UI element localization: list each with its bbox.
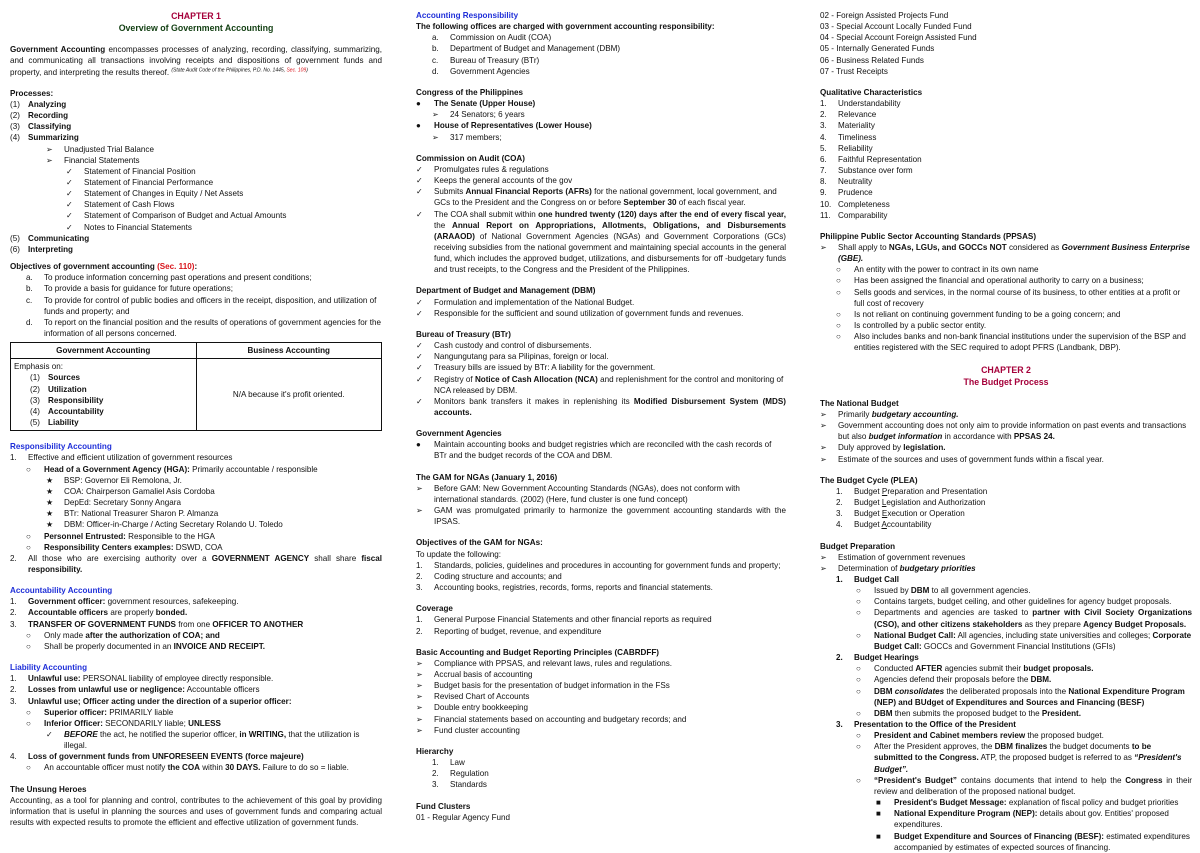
list-item: ○ Superior officer: PRIMARILY liable — [26, 707, 174, 717]
list-item: ○ After the President approves, the DBM finalizes the budget documents to be submitted to the Congress. ATP, the proposed budget is referred to as “President's Budget”. — [856, 742, 1182, 774]
list-item: 7. Substance over form — [820, 166, 913, 176]
national-budget-heading: The National Budget — [820, 398, 899, 408]
star-icon: ★ — [46, 520, 54, 530]
star-icon: ★ — [46, 486, 54, 496]
list-item: ➢ 317 members; — [432, 132, 502, 142]
list-item: ○ National Budget Call: All agencies, including state universities and colleges; Corporate Budget Call: GOCCs and Government Financial Institutions (GFIs) — [856, 630, 1192, 651]
list-item: 2. All those who are exercising authority over a GOVERNMENT AGENCY shall share fiscal responsibility. — [10, 553, 383, 574]
circle-icon: ○ — [26, 763, 31, 773]
list-item: 1. Government officer: government resources, safekeeping. — [10, 597, 239, 607]
list-item: ➢ Government accounting does not only aim to provide information on past events and transactions but also budget information in accordance with PPSAS 24. — [820, 421, 1187, 442]
list-item: ✓ The COA shall submit within one hundred twenty (120) days after the end of every fiscal year, the Annual Report on Appropriations, Allotments, Obligations, and Disbursements (ARAAOD) of National Government Agencies (NGAs) and Government Corporations (GCs) receiving subsidies from the national government and maintaining special accounts in the general fund, which includes the approved budget, utilizations, and disbursements for off -budgetary funds and trust receipts, to the Congress and the President of the Philippines. — [416, 209, 787, 275]
list-item: ➢ 24 Senators; 6 years — [432, 110, 525, 120]
list-item: ✓ Statement of Changes in Equity / Net Assets — [66, 189, 244, 199]
circle-icon: ○ — [856, 597, 861, 607]
circle-icon: ○ — [26, 718, 31, 728]
arrow-icon: ➢ — [416, 483, 423, 493]
list-item: 3. Presentation to the Office of the President — [836, 720, 1016, 729]
circle-icon: ○ — [836, 287, 841, 297]
fund-cluster-item: 03 - Special Account Locally Funded Fund — [820, 22, 972, 32]
intro-term: Government Accounting — [10, 45, 106, 55]
check-icon: ✓ — [416, 341, 423, 351]
objectives-heading: Objectives of government accounting (Sec. 110): — [10, 262, 198, 272]
check-icon: ✓ — [66, 200, 73, 210]
list-item: 3. Materiality — [820, 121, 875, 131]
list-item: ✓ Statement of Financial Position — [66, 166, 196, 176]
list-item: ➢ Primarily budgetary accounting. — [820, 409, 959, 419]
unsung-heroes-heading: The Unsung Heroes — [10, 784, 87, 794]
check-icon: ✓ — [416, 363, 423, 373]
list-item: 9. Prudence — [820, 188, 873, 198]
arrow-icon: ➢ — [820, 409, 827, 419]
list-item: ★ DBM: Officer-in-Charge / Acting Secretary Rolando U. Toledo — [46, 520, 283, 530]
list-item: ➢ Determination of budgetary priorities — [820, 563, 976, 573]
list-item: 3. Budget Execution or Operation — [836, 509, 965, 519]
list-item: (6) Interpreting — [10, 244, 73, 254]
list-item: 3. Accounting books, registries, records, forms, reports and financial statements. — [416, 583, 713, 593]
comparison-table — [10, 342, 382, 431]
list-item: 4. Timeliness — [820, 132, 877, 142]
list-item: a. Commission on Audit (COA) — [432, 33, 552, 43]
list-item: ■ National Expenditure Program (NEP): details about gov. Entities' proposed expenditures. — [876, 809, 1169, 830]
list-item: ✓ Responsible for the sufficient and sound utilization of government funds and revenues. — [416, 308, 744, 318]
list-item: (2) Recording — [10, 111, 69, 121]
bullet-icon: ● — [416, 121, 421, 131]
check-icon: ✓ — [416, 352, 423, 362]
gam-objectives-lead: To update the following: — [416, 549, 502, 559]
square-bullet-icon: ■ — [876, 809, 881, 819]
list-item: ✓ Promulgates rules & regulations — [416, 164, 549, 174]
list-item: ○ Departments and agencies are tasked to partner with Civil Society Organizations (CSO), and other citizens stakeholders as they prepare Agency Budget Proposals. — [856, 608, 1193, 629]
gam-heading: The GAM for NGAs (January 1, 2016) — [416, 472, 558, 482]
check-icon: ✓ — [416, 209, 423, 219]
list-item: ○ Contains targets, budget ceiling, and other guidelines for agency budget proposals. — [856, 597, 1172, 607]
accounting-responsibility-heading: Accounting Responsibility — [416, 11, 519, 20]
processes-list — [10, 99, 382, 255]
accountability-heading: Accountability Accounting — [10, 586, 113, 596]
congress-heading: Congress of the Philippines — [416, 87, 524, 97]
circle-icon: ○ — [856, 708, 861, 718]
chapter-2-label: CHAPTER 2 — [981, 364, 1031, 375]
list-item: (3) Classifying — [10, 122, 72, 132]
fund-clusters-heading: Fund Clusters — [416, 801, 471, 811]
list-item: ○ President and Cabinet members review the proposed budget. — [856, 731, 1104, 741]
list-item: ➢ Before GAM: New Government Accounting Standards (NGAs), does not conform with international standards. (2002) (Here, fund cluster is one fund concept) — [416, 483, 740, 504]
list-item: ➢ Shall apply to NGAs, LGUs, and GOCCs NOT considered as Government Business Enterprise (GBE). — [820, 242, 1190, 264]
list-item: d. To report on the financial position and the results of operations of government agencies for the information of all persons concerned. — [26, 317, 381, 338]
arrow-icon: ➢ — [46, 144, 53, 154]
list-item: ✓ Statement of Cash Flows — [66, 200, 175, 210]
arrow-icon: ➢ — [416, 658, 423, 668]
list-item: ➢ Fund cluster accounting — [416, 725, 520, 735]
fund-cluster-item: 02 - Foreign Assisted Projects Fund — [820, 11, 949, 20]
check-icon: ✓ — [66, 222, 73, 232]
list-item: 1. Understandability — [820, 99, 901, 109]
list-item: 2. Losses from unlawful use or negligence: Accountable officers — [10, 685, 260, 695]
check-icon: ✓ — [416, 297, 423, 307]
list-item: ★ DepEd: Secretary Sonny Angara — [46, 498, 181, 508]
list-item: ★ COA: Chairperson Gamaliel Asis Cordoba — [46, 486, 215, 496]
circle-icon: ○ — [836, 309, 841, 319]
check-icon: ✓ — [416, 164, 423, 174]
processes-heading: Processes: — [10, 88, 54, 98]
table-header-business: Business Accounting — [196, 343, 382, 359]
arrow-icon: ➢ — [416, 703, 423, 713]
list-item: ○ Only made after the authorization of COA; and — [26, 630, 220, 640]
ppsas-heading: Philippine Public Sector Accounting Standards (PPSAS) — [820, 231, 1037, 241]
check-icon: ✓ — [46, 730, 53, 739]
list-item: 3. TRANSFER OF GOVERNMENT FUNDS from one OFFICER TO ANOTHER — [10, 619, 304, 629]
arrow-icon: ➢ — [820, 421, 827, 431]
table-cell-emphasis: Emphasis on: (1) Sources (2) Utilization (3) Responsibility (4) Accountability (5) Liability — [11, 359, 197, 431]
fund-cluster-item: 06 - Business Related Funds — [820, 55, 924, 65]
list-item: ■ Budget Expenditure and Sources of Financing (BESF): estimated expenditures accompanied by estimates of expected sources of financing. — [876, 831, 1190, 852]
list-item: ○ Agencies defend their proposals before the DBM. — [856, 675, 1052, 685]
table-header-government: Government Accounting — [11, 343, 197, 359]
list-item: ● The Senate (Upper House) — [416, 99, 536, 109]
list-item: 2. Coding structure and accounts; and — [416, 571, 562, 581]
intro-paragraph — [10, 44, 382, 77]
check-icon: ✓ — [416, 187, 423, 197]
column-3 — [820, 10, 1192, 853]
list-item: ✓ Statement of Comparison of Budget and Actual Amounts — [66, 211, 287, 221]
chapter-1-title: Overview of Government Accounting — [118, 23, 274, 34]
list-item: ○ Personnel Entrusted: Responsible to the HGA — [26, 531, 215, 541]
list-item: (5) Communicating — [10, 233, 90, 243]
circle-icon: ○ — [856, 675, 861, 685]
list-item: ✓ Keeps the general accounts of the gov — [416, 176, 573, 186]
list-item: 2. Reporting of budget, revenue, and expenditure — [416, 626, 602, 636]
arrow-icon: ➢ — [416, 506, 423, 516]
list-item: ○ Conducted AFTER agencies submit their budget proposals. — [856, 664, 1094, 674]
circle-icon: ○ — [836, 265, 841, 275]
circle-icon: ○ — [856, 586, 861, 596]
list-item: ➢ Double entry bookkeeping — [416, 703, 529, 713]
list-item: d. Government Agencies — [432, 66, 530, 76]
check-icon: ✓ — [416, 308, 423, 318]
arrow-icon: ➢ — [820, 242, 827, 252]
bullet-icon: ● — [416, 440, 421, 450]
list-item: ➢ Estimation of government revenues — [820, 552, 966, 562]
circle-icon: ○ — [26, 630, 31, 640]
list-item: 1. Law — [432, 758, 465, 768]
list-item: 1. Budget Call — [836, 574, 899, 584]
coverage-heading: Coverage — [416, 604, 453, 614]
list-item: a. To produce information concerning past operations and present conditions; — [26, 273, 312, 283]
column-2 — [416, 10, 786, 823]
arrow-icon: ➢ — [820, 563, 827, 573]
list-item: 1. Standards, policies, guidelines and procedures in accounting for government funds and property; — [416, 560, 781, 570]
list-item: c. Bureau of Treasury (BTr) — [432, 55, 540, 65]
list-item: ➢ Financial Statements — [46, 155, 140, 165]
list-item: ✓ Notes to Financial Statements — [66, 222, 192, 232]
check-icon: ✓ — [66, 177, 73, 187]
list-item: ○ Responsibility Centers examples: DSWD, COA — [26, 542, 223, 552]
list-item: ➢ Unadjusted Trial Balance — [46, 144, 154, 154]
arrow-icon: ➢ — [46, 155, 53, 165]
star-icon: ★ — [46, 509, 54, 519]
list-item: ➢ GAM was promulgated primarily to harmonize the government accounting standards with the IPSAS. — [416, 506, 786, 527]
list-item: 1. Budget Preparation and Presentation — [836, 486, 988, 496]
list-item: ✓ Formulation and implementation of the National Budget. — [416, 297, 635, 307]
list-item: ★ BTr: National Treasurer Sharon P. Almanza — [46, 509, 219, 519]
list-item: 6. Faithful Representation — [820, 154, 922, 164]
arrow-icon: ➢ — [416, 714, 423, 724]
list-item: ➢ Compliance with PPSAS, and relevant laws, rules and regulations. — [416, 658, 672, 668]
list-item: b. Department of Budget and Management (DBM) — [432, 44, 621, 54]
list-item: 2. Budget Hearings — [836, 653, 919, 663]
list-item: ■ President's Budget Message: explanation of fiscal policy and budget priorities — [876, 798, 1179, 808]
circle-icon: ○ — [836, 321, 841, 331]
list-item: ➢ Estimate of the sources and uses of government funds within a fiscal year. — [820, 454, 1104, 464]
arrow-icon: ➢ — [432, 110, 439, 120]
unsung-heroes-paragraph: Accounting, as a tool for planning and control, contributes to the achievement of this goal by providing information that is useful in planning the sources and uses of government funds and comparing actual results with expected results to promote the efficient and effective utilization of government funds. — [10, 795, 382, 828]
arrow-icon: ➢ — [820, 454, 827, 464]
fund-cluster-item: 04 - Special Account Foreign Assisted Fund — [820, 33, 977, 43]
list-item: ➢ Financial statements based on accounting and budgetary records; and — [416, 714, 687, 724]
arrow-icon: ➢ — [416, 669, 423, 679]
circle-icon: ○ — [26, 707, 31, 717]
list-item: ✓ BEFORE the act, he notified the superior officer, in WRITING, that the utilization is illegal. — [46, 730, 360, 751]
circle-icon: ○ — [26, 464, 31, 474]
arrow-icon: ➢ — [820, 552, 827, 562]
star-icon: ★ — [46, 475, 54, 485]
circle-icon: ○ — [836, 276, 841, 286]
intro-reference: (State Audit Code of the Philippines, P.D. No. 1445, Sec. 109) — [171, 66, 308, 73]
fund-cluster-item: 05 - Internally Generated Funds — [820, 44, 935, 54]
list-item: 1. General Purpose Financial Statements and other financial reports as required — [416, 615, 712, 625]
list-item: ○ Issued by DBM to all government agencies. — [856, 586, 1031, 596]
list-item: 4. Budget Accountability — [836, 520, 932, 530]
list-item: ○ Is not reliant on continuing government funding to be a going concern; and — [836, 309, 1121, 319]
arrow-icon: ➢ — [416, 681, 423, 691]
list-item: 8. Neutrality — [820, 177, 873, 187]
star-icon: ★ — [46, 498, 54, 508]
check-icon: ✓ — [66, 166, 73, 176]
circle-icon: ○ — [836, 332, 841, 342]
list-item: ✓ Statement of Financial Performance — [66, 177, 214, 187]
list-item: ○ An accountable officer must notify the COA within 30 DAYS. Failure to do so = liable. — [26, 763, 349, 773]
circle-icon: ○ — [856, 608, 861, 618]
qualitative-heading: Qualitative Characteristics — [820, 87, 923, 97]
list-item: ○ An entity with the power to contract in its own name — [836, 265, 1039, 275]
list-item: b. To provide a basis for guidance for future operations; — [26, 284, 233, 294]
circle-icon: ○ — [856, 775, 861, 785]
list-item: 3. Unlawful use; Officer acting under the direction of a superior officer: — [10, 696, 292, 706]
accounting-responsibility-lead: The following offices are charged with government accounting responsibility: — [416, 22, 715, 32]
bullet-icon: ● — [416, 99, 421, 109]
column-1 — [10, 10, 382, 828]
list-item: 1. Effective and efficient utilization of government resources — [10, 453, 233, 463]
check-icon: ✓ — [66, 189, 73, 199]
fund-cluster-item: 07 - Trust Receipts — [820, 66, 888, 76]
list-item: 1. Unlawful use: PERSONAL liability of employee directly responsible. — [10, 674, 274, 684]
list-item: ✓ Treasury bills are issued by BTr: A liability for the government. — [416, 363, 656, 373]
list-item: (1) Analyzing — [10, 99, 67, 109]
circle-icon: ○ — [856, 630, 861, 640]
list-item: ✓ Submits Annual Financial Reports (AFRs) for the national government, local government, and GCs to the President and the Congress on or before September 30 of each fiscal year. — [416, 187, 777, 208]
list-item: ★ BSP: Governor Eli Remolona, Jr. — [46, 475, 182, 485]
arrow-icon: ➢ — [820, 443, 827, 453]
intro-text: encompasses processes of analyzing, recording, classifying, summarizing, and communicating all transactions involving receipts and dispositions of government funds and property, and interpreting the results thereof. — [10, 45, 383, 77]
budget-cycle-heading: The Budget Cycle (PLEA) — [820, 475, 918, 485]
fund-cluster-item: 01 - Regular Agency Fund — [416, 812, 511, 822]
list-item: ✓ Cash custody and control of disbursements. — [416, 341, 592, 351]
arrow-icon: ➢ — [432, 132, 439, 142]
list-item: ● House of Representatives (Lower House) — [416, 121, 592, 131]
btr-heading: Bureau of Treasury (BTr) — [416, 329, 511, 339]
list-item: ✓ Registry of Notice of Cash Allocation (NCA) and replenishment for the control and monitoring of NCA released by DBM. — [416, 374, 784, 395]
list-item: 4. Loss of government funds from UNFORESEEN EVENTS (force majeure) — [10, 752, 304, 762]
circle-icon: ○ — [26, 531, 31, 541]
list-item: ○ DBM then submits the proposed budget to the President. — [856, 708, 1081, 718]
list-item: 2. Accountable officers are properly bonded. — [10, 608, 188, 618]
list-item: 11. Comparability — [820, 210, 888, 220]
list-item: ➢ Revised Chart of Accounts — [416, 692, 530, 702]
responsibility-heading: Responsibility Accounting — [10, 442, 112, 452]
dbm-heading: Department of Budget and Management (DBM) — [416, 286, 596, 296]
list-item: 5. Reliability — [820, 143, 873, 153]
check-icon: ✓ — [416, 176, 423, 186]
arrow-icon: ➢ — [416, 692, 423, 702]
circle-icon: ○ — [26, 542, 31, 552]
list-item: ✓ Monitors bank transfers it makes in replenishing its Modified Disbursement System (MDS) accounts. — [416, 396, 786, 417]
list-item: 3. Standards — [432, 780, 487, 790]
check-icon: ✓ — [416, 374, 423, 384]
chapter-1-label: CHAPTER 1 — [171, 11, 221, 21]
list-item: ● Maintain accounting books and budget registries which are reconciled with the cash records of BTr and the budget records of the COA and DBM. — [416, 440, 772, 461]
government-agencies-heading: Government Agencies — [416, 429, 502, 439]
list-item: ○ DBM consolidates the deliberated proposals into the National Expenditure Program (NEP) and BUdget of Expenditures and Sources and Financing (BESF) — [856, 686, 1185, 707]
list-item: ○ Inferior Officer: SECONDARILY liable; UNLESS — [26, 718, 221, 728]
check-icon: ✓ — [416, 396, 423, 406]
square-bullet-icon: ■ — [876, 831, 881, 841]
circle-icon: ○ — [856, 664, 861, 674]
cabrdff-heading: Basic Accounting and Budget Reporting Principles (CABRDFF) — [416, 647, 659, 657]
list-item: ○ Sells goods and services, in the normal course of its business, to other entities at a profit or full cost of recovery — [836, 287, 1181, 308]
check-icon: ✓ — [66, 211, 73, 221]
table-cell-business: N/A because it's profit oriented. — [196, 359, 382, 431]
circle-icon: ○ — [26, 641, 31, 651]
list-item: 10. Completeness — [820, 199, 890, 209]
gam-objectives-heading: Objectives of the GAM for NGAs: — [416, 538, 543, 548]
list-item: c. To provide for control of public bodies and officers in the receipt, disposition, and utilization of funds and property; and — [26, 295, 377, 316]
list-item: 2. Regulation — [432, 769, 489, 779]
liability-heading: Liability Accounting — [10, 663, 88, 673]
circle-icon: ○ — [856, 686, 861, 696]
budget-preparation-heading: Budget Preparation — [820, 541, 896, 551]
objectives-list — [10, 272, 382, 339]
hierarchy-heading: Hierarchy — [416, 746, 454, 756]
coa-heading: Commission on Audit (COA) — [416, 153, 525, 163]
chapter-2-title: The Budget Process — [963, 376, 1049, 387]
square-bullet-icon: ■ — [876, 798, 881, 808]
list-item: ➢ Budget basis for the presentation of budget information in the FSs — [416, 681, 670, 691]
circle-icon: ○ — [856, 731, 861, 741]
list-item: ○ Head of a Government Agency (HGA): Primarily accountable / responsible — [26, 464, 318, 474]
list-item: 2. Budget Legislation and Authorization — [836, 498, 986, 508]
list-item: ➢ Duly approved by legislation. — [820, 443, 946, 453]
list-item: ○ Shall be properly documented in an INVOICE AND RECEIPT. — [26, 641, 266, 651]
list-item: ○ Is controlled by a public sector entity. — [836, 321, 987, 331]
list-item: ○ Also includes banks and non-bank financial institutions under the supervision of the BSP and entities registered with the SEC required to adopt PFRS (Landbank, DBP). — [836, 332, 1186, 353]
list-item: ✓ Nangungutang para sa Pilipinas, foreign or local. — [416, 352, 609, 362]
list-item: ➢ Accrual basis of accounting — [416, 669, 533, 679]
list-item: ○ Has been assigned the financial and operational authority to carry on a business; — [836, 276, 1144, 286]
list-item: ○ “President's Budget” contains documents that intend to help the Congress in their review and deliberation of the proposed national budget. — [856, 775, 1192, 796]
list-item: (4) Summarizing — [10, 133, 79, 143]
list-item: 2. Relevance — [820, 110, 877, 120]
arrow-icon: ➢ — [416, 725, 423, 735]
circle-icon: ○ — [856, 742, 861, 752]
